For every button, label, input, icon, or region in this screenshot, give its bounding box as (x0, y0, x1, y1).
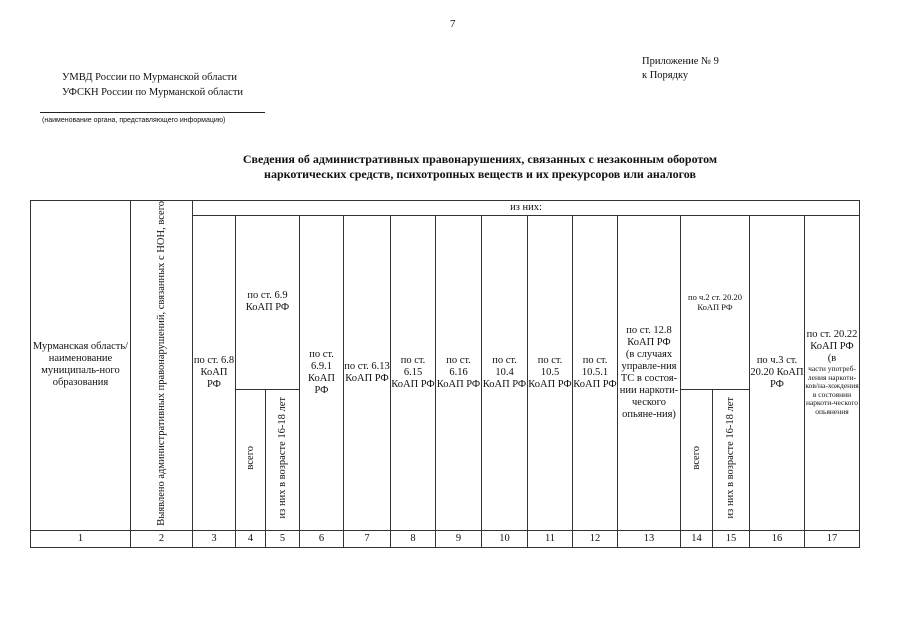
header-6-9-youth (266, 389, 300, 530)
header-6-9-youth-text: из них в возрасте 16-18 лет (276, 397, 288, 519)
column-number: 7 (344, 530, 391, 547)
column-number: 12 (573, 530, 618, 547)
organization-block (62, 70, 243, 100)
column-number: 11 (528, 530, 573, 547)
header-6-9-total-text: всего (244, 445, 256, 470)
header-20-20-youth (713, 389, 750, 530)
organization-line-1: УМВД России по Мурманской области (62, 72, 238, 83)
column-number: 8 (391, 530, 436, 547)
organization-underline (40, 112, 265, 113)
header-art-6-9-1: по ст. 6.9.1 КоАП РФ (300, 216, 344, 531)
header-art-10-5: по ст. 10.5 КоАП РФ (528, 216, 573, 531)
appendix-label (642, 55, 719, 83)
column-number: 6 (300, 530, 344, 547)
column-number: 14 (681, 530, 713, 547)
column-number: 17 (805, 530, 860, 547)
header-art-20-20-p2: по ч.2 ст. 20.20 КоАП РФ (681, 216, 750, 390)
header-art-12-8-sub: (в случаях управле-ния ТС в состоя-нии наркоти-ческого опьяне-ния) (619, 348, 679, 420)
document-title (130, 152, 830, 182)
header-art-6-16: по ст. 6.16 КоАП РФ (436, 216, 482, 531)
column-number: 2 (131, 530, 193, 547)
column-number: 15 (713, 530, 750, 547)
column-numbers-row (31, 530, 860, 547)
header-art-12-8 (618, 216, 681, 531)
header-of-them: из них: (193, 201, 860, 216)
header-20-20-total (681, 389, 713, 530)
column-number: 16 (750, 530, 805, 547)
header-art-6-8: по ст. 6.8 КоАП РФ (193, 216, 236, 531)
header-art-6-15: по ст. 6.15 КоАП РФ (391, 216, 436, 531)
header-art-20-22-sub: части употреб-ления наркоти-ков/на-хождения в состоянии наркоти-ческого опьянения (805, 364, 859, 416)
header-art-20-22-main: по ст. 20.22 КоАП РФ (в (806, 329, 858, 365)
column-number: 10 (482, 530, 528, 547)
column-number: 9 (436, 530, 482, 547)
header-art-10-5-1: по ст. 10.5.1 КоАП РФ (573, 216, 618, 531)
header-art-12-8-main: по ст. 12.8 КоАП РФ (626, 324, 672, 348)
header-6-9-total (236, 389, 266, 530)
title-line-1: Сведения об административных правонарушениях, связанных с незаконным оборотом (242, 152, 718, 166)
header-art-20-20-p3: по ч.3 ст. 20.20 КоАП РФ (750, 216, 805, 531)
appendix-line-1: Приложение № 9 (642, 56, 719, 67)
title-line-2: наркотических средств, психотропных веществ и их прекурсоров или аналогов (264, 167, 696, 181)
column-number: 3 (193, 530, 236, 547)
column-number: 13 (618, 530, 681, 547)
column-number: 4 (236, 530, 266, 547)
organization-line-2: УФСКН России по Мурманской области (62, 87, 244, 98)
header-total-text: Выявлено административных правонарушений, связанных с НОН, всего (155, 201, 167, 526)
header-art-20-22 (805, 216, 860, 531)
header-20-20-youth-text: из них в возрасте 16-18 лет (725, 397, 736, 519)
column-number: 5 (266, 530, 300, 547)
header-art-6-13: по ст. 6.13 КоАП РФ (344, 216, 391, 531)
column-number: 1 (31, 530, 131, 547)
header-art-6-9: по ст. 6.9 КоАП РФ (236, 216, 300, 390)
header-region: Мурманская область/ наименование муниципаль-ного образования (31, 201, 131, 531)
header-art-10-4: по ст. 10.4 КоАП РФ (482, 216, 528, 531)
page-number: 7 (450, 18, 456, 30)
organization-caption: (наименование органа, представляющего информацию) (42, 117, 226, 124)
statistics-table (30, 200, 860, 548)
header-20-20-total-text: всего (690, 445, 702, 470)
appendix-line-2: к Порядку (642, 70, 689, 81)
header-total (131, 201, 193, 531)
